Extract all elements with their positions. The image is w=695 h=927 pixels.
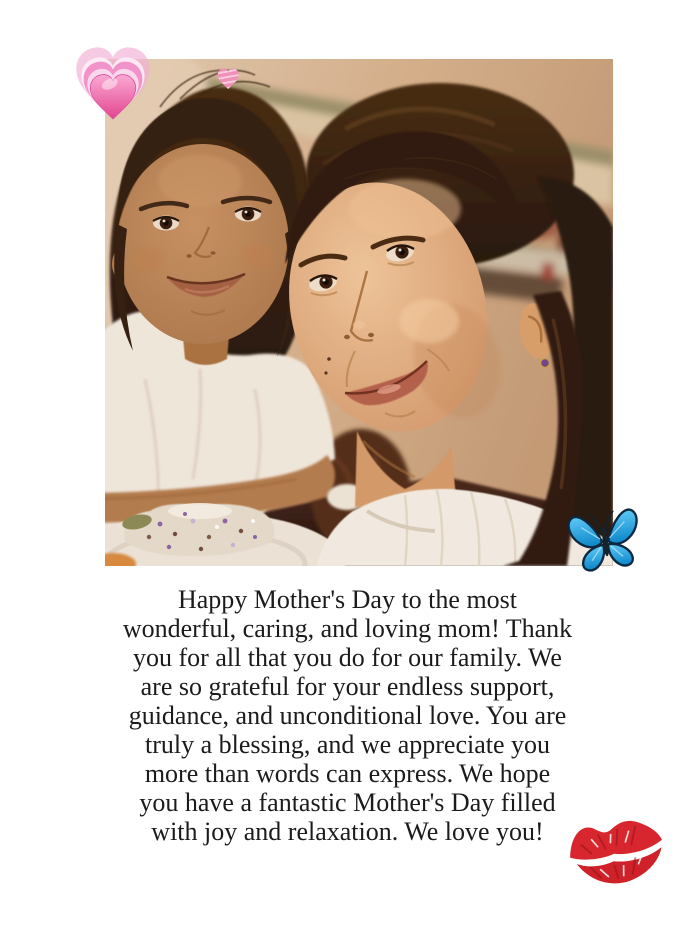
mothers-day-message [0,585,695,846]
message-line: more than words can express. We hope [144,759,551,788]
growing-heart-icon [70,44,156,124]
message-line: Happy Mother's Day to the most [177,585,518,614]
butterfly-icon [564,501,646,579]
message-line: guidance, and unconditional love. You are [128,701,567,730]
message-line: wonderful, caring, and loving mom! Thank [122,614,573,643]
message-line: with joy and relaxation. We love you! [151,817,544,846]
message-line: you for all that you do for our family. We [133,643,562,672]
message-line: you have a fantastic Mother's Day filled [139,788,556,817]
family-photo [105,59,613,566]
message-line: truly a blessing, and we appreciate you [144,730,551,759]
family-photo-illustration [105,59,613,566]
sepia-overlay [105,59,613,566]
message-line: are so grateful for your endless support, [140,672,555,701]
